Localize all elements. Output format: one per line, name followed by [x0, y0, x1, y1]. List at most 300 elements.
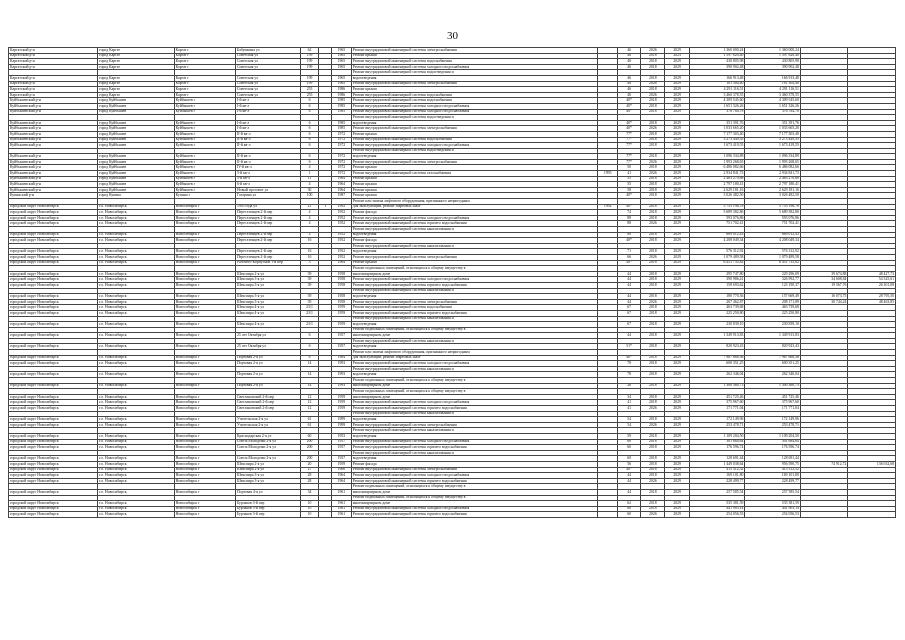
cell-municipality: городской округ Новосибирск [9, 406, 98, 412]
cell-owner-cost: 136 032,68 [848, 461, 896, 467]
cell-block: 1 [319, 204, 332, 210]
cell-total-cost: 7 967 668,36 [689, 355, 745, 361]
cell-municipality: городской округ Новосибирск [9, 260, 98, 266]
cell-year-built: 1964 [332, 187, 352, 193]
cell-locality: Новосибирск г [174, 210, 235, 216]
cell-plan-start: 2018 [641, 232, 665, 238]
cell-plan-end: 2029 [665, 467, 689, 473]
cell-fund-cost: 228 499,77 [745, 478, 801, 484]
cell-settlement: г.о. Новосибирск [98, 299, 174, 305]
cell-plan-start: 2018 [641, 445, 665, 451]
cell-municipality: городской округ Новосибирск [9, 489, 98, 495]
cell-house: 10 [300, 506, 319, 512]
cell-street: Рабочего-Корпуснов 1-й пер [235, 260, 300, 266]
cell-plan-end: 2029 [665, 260, 689, 266]
cell-wear-percent: 46 [618, 81, 641, 87]
cell-work-type: водоотведения [351, 120, 598, 126]
cell-total-cost: 1 096 334,89 [689, 154, 745, 160]
cell-plan-end: 2029 [665, 501, 689, 507]
cell-wear-percent: 40* [618, 109, 641, 115]
cell-settlement: город Куйбышев [98, 154, 174, 160]
cell-wear-percent: 44 [618, 473, 641, 479]
cell-street: Переселенцев 2-й пер [235, 254, 300, 260]
cell-street: II-й кв-л [235, 131, 300, 137]
cell-plan-start: 2018 [641, 215, 665, 221]
cell-work-type: Ремонт крыши [351, 87, 598, 93]
cell-locality: Куйбышев г [174, 131, 235, 137]
cell-wear-percent: 77* [618, 159, 641, 165]
cell-total-cost: 181 304,40 [689, 81, 745, 87]
cell-locality: Каргат г [174, 53, 235, 59]
cell-municipality: Каргатский р-н [9, 59, 98, 65]
cell-locality: Каргат г [174, 75, 235, 81]
cell-house: 6 [300, 355, 319, 361]
cell-street: Советская ул [235, 64, 300, 70]
cell-locality: Новосибирск г [174, 333, 235, 339]
cell-total-cost: 451 725,46 [689, 394, 745, 400]
cell-settlement: город Каргат [98, 87, 174, 93]
cell-work-type: Ремонт крыши [351, 165, 598, 171]
cell-plan-end: 2029 [665, 249, 689, 255]
cell-wear-percent: 50 [618, 165, 641, 171]
cell-plan-start: 2026 [641, 159, 665, 165]
cell-total-cost: 230 839,10 [689, 322, 745, 328]
cell-municipality: городской округ Новосибирск [9, 204, 98, 210]
cell-work-type: Ремонт внутридомовой инженерной системы канализования и [351, 227, 598, 233]
cell-locality: Куйбышев г [174, 103, 235, 109]
cell-work-type: Ремонт внутридомовой инженерной системы канализования и [351, 450, 598, 456]
cell-total-cost: 390 902,48 [689, 64, 745, 70]
cell-locality: Новосибирск г [174, 305, 235, 311]
cell-total-cost: 1 597 820,40 [689, 53, 745, 59]
cell-plan-start: 2026 [641, 92, 665, 98]
cell-settlement: г.о. Новосибирск [98, 254, 174, 260]
cell-budget-cost: 34 608,84 [800, 277, 847, 283]
cell-municipality: Куйбышевский р-н [9, 176, 98, 182]
cell-total-cost: 176 596,74 [689, 445, 745, 451]
cell-street: Бурлаков 3-й пер [235, 512, 300, 518]
cell-plan-end: 2029 [665, 344, 689, 350]
cell-fund-cost: 254 056,53 [745, 512, 801, 518]
cell-wear-percent: 54 [618, 422, 641, 428]
cell-house: 12 [300, 394, 319, 400]
cell-plan-start: 2018 [641, 501, 665, 507]
cell-owner-cost: 48 463,85 [848, 299, 896, 305]
cell-settlement: г.о. Новосибирск [98, 271, 174, 277]
cell-plan-start: 2018 [641, 260, 665, 266]
cell-plan-start: 2018 [641, 383, 665, 389]
cell-work-type: водоотведения [351, 232, 598, 238]
cell-year-built: 1965 [332, 64, 352, 70]
cell-total-cost: 172 149,96 [689, 417, 745, 423]
cell-settlement: г.о. Новосибирск [98, 473, 174, 479]
cell-year-built: 1959 [332, 406, 352, 412]
cell-plan-end: 2029 [665, 277, 689, 283]
cell-year-built: 1961 [332, 501, 352, 507]
cell-municipality: городской округ Новосибирск [9, 433, 98, 439]
cell-year-built: 1958 [332, 277, 352, 283]
cell-house: 199 [300, 81, 319, 87]
cell-work-type: водоотведения [351, 456, 598, 462]
register-body [9, 48, 896, 518]
cell-fund-cost: 3 273 449,35 [745, 137, 801, 143]
cell-total-cost: 169 101,80 [689, 473, 745, 479]
cell-wear-percent: 40* [618, 120, 641, 126]
cell-work-type: многоквартирном доме [351, 394, 598, 400]
cell-owner-cost: 54 325,61 [848, 277, 896, 283]
cell-wear-percent: 46 [618, 48, 641, 54]
cell-street: Шекспира 2-я ул [235, 467, 300, 473]
cell-street: II-й кв-л [235, 159, 300, 165]
cell-work-type: Ремонт крыши [351, 187, 598, 193]
cell-total-cost: 253 478,71 [689, 422, 745, 428]
cell-plan-start: 2026 [641, 299, 665, 305]
cell-municipality: городской округ Новосибирск [9, 344, 98, 350]
cell-house: 6 [300, 344, 319, 350]
cell-plan-end: 2029 [665, 422, 689, 428]
cell-plan-end: 2029 [665, 154, 689, 160]
cell-total-cost: 4 208 049,34 [689, 238, 745, 244]
cell-plan-start: 2018 [641, 176, 665, 182]
cell-total-cost: 375 967,60 [689, 400, 745, 406]
cell-fund-cost: 415 312,52 [745, 467, 801, 473]
cell-municipality: городской округ Новосибирск [9, 215, 98, 221]
cell-fund-cost: 3 460 378,55 [745, 92, 801, 98]
cell-fund-cost: 301 684,64 [745, 439, 801, 445]
cell-total-cost: 158 693,62 [689, 282, 745, 288]
cell-year-built: 1957 [332, 456, 352, 462]
cell-plan-start: 2018 [641, 344, 665, 350]
cell-work-type: Ремонт крыши [351, 193, 598, 199]
cell-street: Гагарина ул [235, 193, 300, 199]
cell-plan-end: 2029 [665, 210, 689, 216]
cell-work-type: Ремонт подвальных помещений, относящихся к общему имуществу в [351, 327, 598, 333]
cell-fund-cost: 2 797 180,41 [745, 182, 801, 188]
cell-year-built: 1987 [332, 193, 352, 199]
cell-total-cost: 576 312,92 [689, 249, 745, 255]
cell-work-type: Ремонт внутридомовой инженерной системы водоснабжения [351, 137, 598, 143]
cell-house: 6 [300, 333, 319, 339]
cell-wear-percent: 77* [618, 137, 641, 143]
cell-fund-cost: 376 784,78 [745, 109, 801, 115]
cell-street: Советская ул [235, 75, 300, 81]
cell-work-type: Ремонт подвальных помещений, относящихся к общему имуществу в [351, 378, 598, 384]
cell-house: 6 [300, 109, 319, 115]
cell-plan-start: 2018 [641, 87, 665, 93]
cell-locality: Новосибирск г [174, 422, 235, 428]
cell-settlement: г.о. Новосибирск [98, 394, 174, 400]
cell-municipality: городской округ Новосибирск [9, 467, 98, 473]
cell-street: Советская ул [235, 81, 300, 87]
cell-fund-cost: 600 351,25 [745, 361, 801, 367]
cell-plan-end: 2029 [665, 473, 689, 479]
cell-total-cost: 1 360 000,24 [689, 48, 745, 54]
cell-settlement: г.о. Новосибирск [98, 322, 174, 328]
cell-work-type: Ремонт внутридомовой инженерной системы водоснабжения [351, 59, 598, 65]
cell-plan-start: 2018 [641, 131, 665, 137]
cell-total-cost: 4 309 545,60 [689, 98, 745, 104]
cell-house: 20 [300, 461, 319, 467]
cell-municipality: Куйбышевский р-н [9, 187, 98, 193]
cell-total-cost: 225 250,80 [689, 310, 745, 316]
cell-settlement: город Каргат [98, 59, 174, 65]
cell-wear-percent: 40* [618, 260, 641, 266]
cell-municipality: Каргатский р-н [9, 87, 98, 93]
cell-plan-end: 2029 [665, 322, 689, 328]
cell-fund-cost: 128 691,44 [745, 456, 801, 462]
cell-wear-percent: 55 [618, 182, 641, 188]
cell-plan-end: 2029 [665, 299, 689, 305]
cell-fund-cost: 576 312,92 [745, 249, 801, 255]
cell-plan-end: 2029 [665, 215, 689, 221]
cell-wear-percent: 46 [618, 59, 641, 65]
cell-year-built: 1952 [332, 215, 352, 221]
cell-wear-percent: 46 [618, 53, 641, 59]
cell-wear-percent: 77* [618, 131, 641, 137]
cell-street: Союза Молодежи 2-я ул [235, 456, 300, 462]
cell-year-built: 1952 [332, 221, 352, 227]
cell-year-built: 1958 [332, 299, 352, 305]
cell-settlement: город Куйбышев [98, 171, 174, 177]
cell-settlement: город Куйбышев [98, 159, 174, 165]
cell-municipality: Куйбышевский р-н [9, 154, 98, 160]
cell-settlement: г.о. Новосибирск [98, 238, 174, 244]
cell-total-cost: 267 462,87 [689, 299, 745, 305]
cell-municipality: Каргатский р-н [9, 81, 98, 87]
cell-plan-start: 2018 [641, 182, 665, 188]
cell-settlement: г.о. Новосибирск [98, 406, 174, 412]
cell-total-cost: 376 784,78 [689, 109, 745, 115]
cell-plan-end: 2029 [665, 254, 689, 260]
cell-municipality: городской округ Новосибирск [9, 501, 98, 507]
cell-wear-percent: 60 [618, 456, 641, 462]
cell-street: Бурлаков 3-й пер [235, 506, 300, 512]
cell-year-built: 1985 [332, 109, 352, 115]
cell-commission-year [598, 512, 618, 518]
cell-year-built: 1965 [332, 81, 352, 87]
cell-street: Союза Молодежи 2-я ул [235, 445, 300, 451]
cell-total-cost: 415 312,52 [689, 467, 745, 473]
cell-settlement: г.о. Новосибирск [98, 305, 174, 311]
cell-plan-end: 2029 [665, 126, 689, 132]
cell-municipality: городской округ Новосибирск [9, 372, 98, 378]
cell-plan-start: 2018 [641, 98, 665, 104]
cell-fund-cost: 230 839,10 [745, 322, 801, 328]
cell-plan-start: 2018 [641, 433, 665, 439]
cell-locality: Новосибирск г [174, 271, 235, 277]
cell-wear-percent: 40* [618, 98, 641, 104]
cell-work-type: многоквартирном доме [351, 501, 598, 507]
cell-work-type: Ремонт подвальных помещений, относящихся к общему имуществу в [351, 495, 598, 501]
cell-municipality: городской округ Новосибирск [9, 254, 98, 260]
cell-total-cost: 689 012,43 [689, 232, 745, 238]
cell-house: 62 [300, 48, 319, 54]
cell-municipality: городской округ Новосибирск [9, 249, 98, 255]
cell-year-built: 1965 [332, 75, 352, 81]
cell-locality: Каргат г [174, 81, 235, 87]
cell-municipality: городской округ Новосибирск [9, 299, 98, 305]
cell-plan-end: 2029 [665, 271, 689, 277]
cell-work-type: Ремонт внутридомовой инженерной системы газоснабжения [351, 171, 598, 177]
cell-year-built: 1972 [332, 143, 352, 149]
cell-work-type: Ремонт внутридомовой инженерной системы электроснабжения [351, 81, 598, 87]
cell-street: Портовая 2-я ул [235, 383, 300, 389]
cell-work-type: Ремонт внутридомовой инженерной системы электроснабжения [351, 159, 598, 165]
cell-house: 60 [300, 433, 319, 439]
cell-plan-start: 2018 [641, 103, 665, 109]
cell-wear-percent: 67 [618, 322, 641, 328]
cell-fund-cost: 4 309 545,60 [745, 98, 801, 104]
cell-work-type: Ремонт внутридомовой инженерной системы водоснабжения [351, 98, 598, 104]
cell-wear-percent: 40* [618, 238, 641, 244]
cell-house: 199 [300, 59, 319, 65]
cell-work-type: Ремонт внутридомовой инженерной системы канализования и [351, 316, 598, 322]
cell-work-type: Ремонт внутридомовой инженерной системы электроснабжения [351, 126, 598, 132]
cell-house: 39 [300, 271, 319, 277]
cell-street: I-й кв-л [235, 120, 300, 126]
cell-year-built: 1957 [332, 445, 352, 451]
cell-year-built: 1985 [332, 126, 352, 132]
cell-street: Советская ул [235, 87, 300, 93]
cell-settlement: город Куйбышев [98, 143, 174, 149]
cell-locality: Куйбышев г [174, 143, 235, 149]
cell-work-type: водоотведения [351, 75, 598, 81]
cell-municipality: Куйбышевский р-н [9, 182, 98, 188]
cell-house: 6 [300, 126, 319, 132]
cell-year-built: 1985 [332, 98, 352, 104]
cell-work-type: Ремонт внутридомовой инженерной системы горячего водоснабжения [351, 310, 598, 316]
cell-work-type: Ремонт крыши [351, 176, 598, 182]
cell-locality: Новосибирск г [174, 372, 235, 378]
cell-street: Учительская 2-я ул [235, 417, 300, 423]
cell-wear-percent: 46 [618, 64, 641, 70]
cell-settlement: город Каргат [98, 48, 174, 54]
cell-total-cost: 6 486 082,66 [689, 165, 745, 171]
cell-year-built: 1952 [332, 249, 352, 255]
cell-plan-end: 2029 [665, 143, 689, 149]
cell-plan-start: 2018 [641, 193, 665, 199]
cell-work-type: Ремонт внутридомовой инженерной системы холодного водоснабжения [351, 277, 598, 283]
cell-house: 255 [300, 87, 319, 93]
cell-fund-cost: 5 755 196,78 [745, 204, 801, 210]
cell-total-cost: 180 770,36 [689, 294, 745, 300]
cell-fund-cost: 441 903,14 [745, 506, 801, 512]
cell-work-type: Ремонт внутридомовой инженерной системы электроснабжения [351, 254, 598, 260]
cell-work-type: водоотведения [351, 322, 598, 328]
cell-locality: Новосибирск г [174, 277, 235, 283]
cell-house: 61 [300, 422, 319, 428]
cell-fund-cost: 3 026 482,50 [745, 193, 801, 199]
cell-house: 199 [300, 64, 319, 70]
cell-house: 12 [300, 400, 319, 406]
cell-street: Светлановский 2-й пер [235, 394, 300, 400]
cell-plan-start: 2018 [641, 143, 665, 149]
cell-municipality: Куйбышевский р-н [9, 137, 98, 143]
cell-fund-cost: 2 629 181,16 [745, 187, 801, 193]
cell-total-cost: 254 056,53 [689, 512, 745, 518]
cell-year-built: 1984 [332, 355, 352, 361]
cell-house: 39 [300, 282, 319, 288]
cell-house: 34 [300, 489, 319, 495]
cell-house: 39 [300, 294, 319, 300]
cell-fund-cost: 1 033 665,20 [745, 126, 801, 132]
cell-fund-cost: 172 149,96 [745, 417, 801, 423]
cell-year-built: 1964 [332, 176, 352, 182]
cell-plan-end: 2029 [665, 48, 689, 54]
cell-street: Новый проспект ул [235, 187, 300, 193]
cell-year-built: 1964 [332, 478, 352, 484]
cell-locality: Новосибирск г [174, 282, 235, 288]
cell-house: 61 [300, 417, 319, 423]
cell-plan-end: 2029 [665, 400, 689, 406]
cell-fund-cost: 593 076,86 [745, 215, 801, 221]
cell-work-type: Ремонт внутридомовой инженерной системы водоотведения и [351, 148, 598, 154]
cell-wear-percent: 67 [618, 305, 641, 311]
cell-year-built: 1972 [332, 171, 352, 177]
cell-plan-start: 2026 [641, 171, 665, 177]
cell-total-cost: 820 923,43 [689, 344, 745, 350]
cell-settlement: город Куйбышев [98, 176, 174, 182]
cell-plan-start: 2018 [641, 294, 665, 300]
cell-total-cost: 128 691,44 [689, 456, 745, 462]
cell-municipality: городской округ Новосибирск [9, 294, 98, 300]
cell-year-built: 1972 [332, 137, 352, 143]
cell-plan-start: 2018 [641, 271, 665, 277]
cell-work-type: Ремонт внутридомовой инженерной системы холодного водоснабжения [351, 143, 598, 149]
cell-total-cost: 3 273 449,35 [689, 137, 745, 143]
cell-work-type: Ремонт внутридомовой инженерной системы водоснабжения [351, 305, 598, 311]
cell-locality: Куйбышев г [174, 137, 235, 143]
cell-work-type: Ремонт внутридомовой инженерной системы канализования и [351, 411, 598, 417]
cell-municipality: городской округ Новосибирск [9, 506, 98, 512]
cell-plan-end: 2029 [665, 394, 689, 400]
cell-settlement: г.о. Новосибирск [98, 333, 174, 339]
cell-plan-start: 2018 [641, 361, 665, 367]
cell-plan-end: 2029 [665, 478, 689, 484]
cell-work-type: Ремонт внутридомовой инженерной системы холодного водоснабжения [351, 361, 598, 367]
cell-fund-cost: 4 208 049,34 [745, 238, 801, 244]
cell-locality: Новосибирск г [174, 221, 235, 227]
cell-house: 30 [300, 187, 319, 193]
cell-street: Шекспира 2-я ул [235, 271, 300, 277]
cell-house: 28 [300, 478, 319, 484]
cell-settlement: город Куйбышев [98, 103, 174, 109]
cell-wear-percent: 55 [618, 176, 641, 182]
cell-street: Шекспира 3-я ул [235, 277, 300, 283]
cell-plan-start: 2018 [641, 305, 665, 311]
cell-municipality: Куйбышевский р-н [9, 120, 98, 126]
cell-wear-percent: 56 [618, 461, 641, 467]
cell-work-type: водоотведения [351, 433, 598, 439]
cell-fund-cost: 169 101,80 [745, 473, 801, 479]
cell-work-type: Ремонт внутридомовой инженерной системы канализования и [351, 366, 598, 372]
cell-house: 6 [300, 159, 319, 165]
cell-year-built: 1993 [332, 361, 352, 367]
cell-locality: Новосибирск г [174, 506, 235, 512]
cell-year-built: 1958 [332, 294, 352, 300]
cell-plan-start: 2026 [641, 48, 665, 54]
cell-locality: Новосибирск г [174, 322, 235, 328]
cell-settlement: г.о. Новосибирск [98, 310, 174, 316]
cell-locality: Куйбышев г [174, 120, 235, 126]
cell-work-type: Ремонт внутридомовой инженерной системы водоснабжения [351, 92, 598, 98]
cell-wear-percent: 67 [618, 310, 641, 316]
cell-locality: Новосибирск г [174, 383, 235, 389]
cell-settlement: город Каргат [98, 75, 174, 81]
cell-plan-start: 2018 [641, 282, 665, 288]
cell-house: 21 [300, 204, 319, 210]
cell-fund-cost: 1 079 489,58 [745, 254, 801, 260]
